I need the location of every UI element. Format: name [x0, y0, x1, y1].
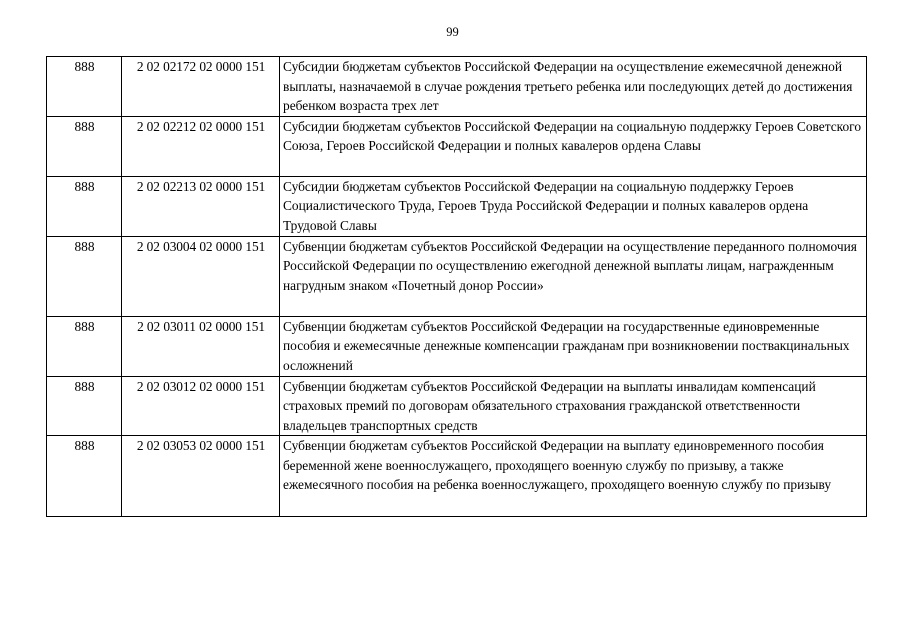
admin-code-cell: 888	[47, 116, 122, 176]
revenue-code-cell: 2 02 03004 02 0000 151	[122, 236, 280, 316]
revenue-name-cell: Субсидии бюджетам субъектов Российской Федерации на социальную поддержку Героев Социалистического Труда, Героев Труда Российской Федерации и полных кавалеров ордена Трудовой Славы	[280, 176, 867, 236]
revenue-name-cell: Субсидии бюджетам субъектов Российской Федерации на осуществление ежемесячной денежной выплаты, назначаемой в случае рождения третьего ребенка или последующих детей до достижения ребенком возраста трех лет	[280, 57, 867, 117]
revenue-code-cell: 2 02 02212 02 0000 151	[122, 116, 280, 176]
table-row	[47, 236, 867, 316]
revenue-code-cell: 2 02 03053 02 0000 151	[122, 436, 280, 517]
table-row	[47, 316, 867, 376]
revenue-name-cell: Субвенции бюджетам субъектов Российской Федерации на государственные единовременные пособия и ежемесячные денежные компенсации гражданам при возникновении поствакцинальных осложнений	[280, 316, 867, 376]
table-row	[47, 116, 867, 176]
admin-code-cell: 888	[47, 57, 122, 117]
revenue-name-cell: Субвенции бюджетам субъектов Российской Федерации на выплату единовременного пособия беременной жене военнослужащего, проходящего военную службу по призыву, а также ежемесячного пособия на ребенка военнослужащего, проходящего военную службу по призыву	[280, 436, 867, 517]
admin-code-cell: 888	[47, 436, 122, 517]
revenue-code-cell: 2 02 03011 02 0000 151	[122, 316, 280, 376]
table-row	[47, 376, 867, 436]
revenue-name-cell: Субвенции бюджетам субъектов Российской Федерации на осуществление переданного полномочия Российской Федерации по осуществлению ежегодной денежной выплаты лицам, награжденным нагрудным знаком «Почетный донор России»	[280, 236, 867, 316]
page-number: 99	[446, 25, 459, 39]
revenue-code-cell: 2 02 02213 02 0000 151	[122, 176, 280, 236]
revenue-name-cell: Субвенции бюджетам субъектов Российской Федерации на выплаты инвалидам компенсаций страховых премий по договорам обязательного страхования гражданской ответственности владельцев транспортных средств	[280, 376, 867, 436]
table-row	[47, 176, 867, 236]
revenue-code-cell: 2 02 03012 02 0000 151	[122, 376, 280, 436]
revenue-code-cell: 2 02 02172 02 0000 151	[122, 57, 280, 117]
admin-code-cell: 888	[47, 376, 122, 436]
budget-revenue-table	[46, 56, 867, 517]
admin-code-cell: 888	[47, 176, 122, 236]
table-row	[47, 436, 867, 517]
admin-code-cell: 888	[47, 316, 122, 376]
admin-code-cell: 888	[47, 236, 122, 316]
revenue-name-cell: Субсидии бюджетам субъектов Российской Федерации на социальную поддержку Героев Советского Союза, Героев Российской Федерации и полных кавалеров ордена Славы	[280, 116, 867, 176]
table-row	[47, 57, 867, 117]
